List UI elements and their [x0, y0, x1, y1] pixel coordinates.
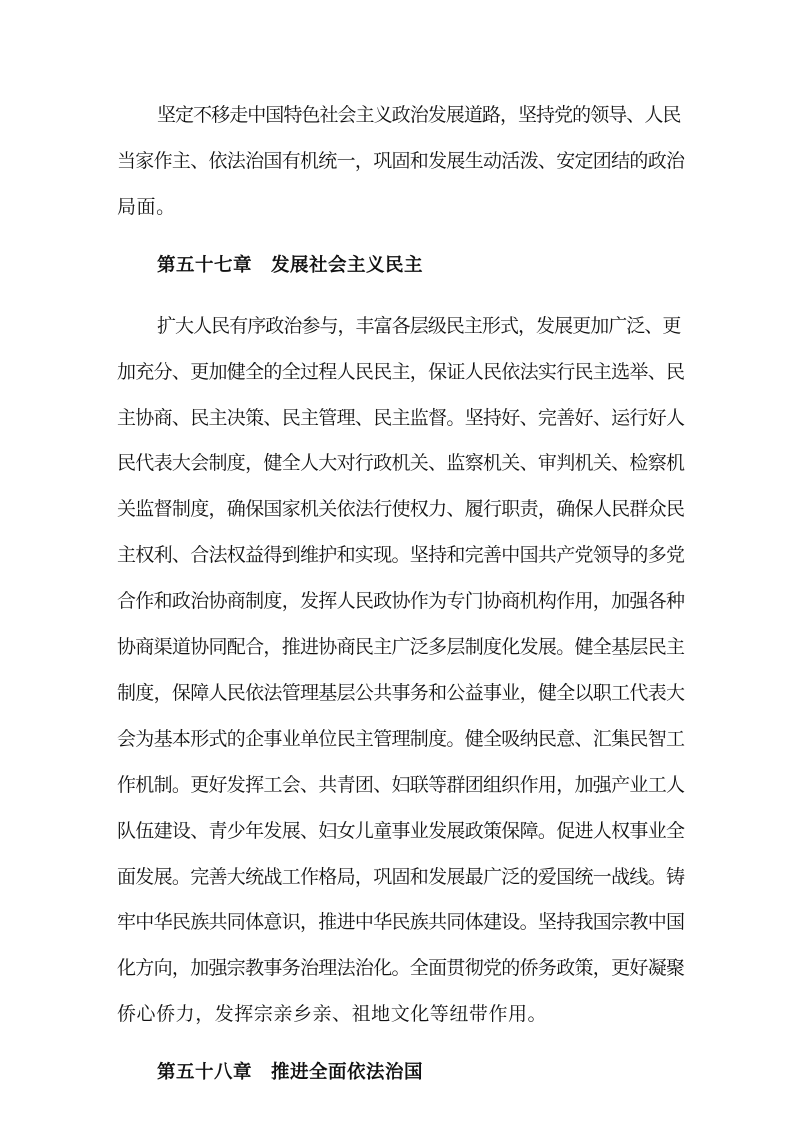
- paragraph-line: 协商渠道协同配合，推进协商民主广泛多层制度化发展。健全基层民主: [117, 636, 685, 658]
- paragraph-line: 扩大人民有序政治参与，丰富各层级民主形式，发展更加广泛、更: [157, 315, 681, 337]
- paragraph-line: 牢中华民族共同体意识，推进中华民族共同体建设。坚持我国宗教中国: [117, 911, 685, 933]
- chapter-heading: 第五十七章 发展社会主义民主: [157, 255, 424, 276]
- paragraph-line: 会为基本形式的企事业单位民主管理制度。健全吸纳民意、汇集民智工: [117, 728, 685, 750]
- paragraph-line: 制度，保障人民依法管理基层公共事务和公益事业，健全以职工代表大: [117, 682, 685, 704]
- paragraph-line: 面发展。完善大统战工作格局，巩固和发展最广泛的爱国统一战线。铸: [117, 866, 685, 888]
- paragraph-line: 合作和政治协商制度，发挥人民政协作为专门协商机构作用，加强各种: [117, 590, 685, 612]
- paragraph-line: 侨心侨力，发挥宗亲乡亲、祖地文化等纽带作用。: [117, 1003, 548, 1025]
- paragraph-line: 局面。: [117, 196, 176, 218]
- paragraph-line: 主协商、民主决策、民主管理、民主监督。坚持好、完善好、运行好人: [117, 407, 685, 429]
- paragraph-line: 当家作主、依法治国有机统一，巩固和发展生动活泼、安定团结的政治: [117, 150, 685, 172]
- paragraph-line: 坚定不移走中国特色社会主义政治发展道路，坚持党的领导、人民: [157, 104, 681, 126]
- paragraph-line: 加充分、更加健全的全过程人民民主，保证人民依法实行民主选举、民: [117, 361, 685, 383]
- paragraph-line: 作机制。更好发挥工会、共青团、妇联等群团组织作用，加强产业工人: [117, 774, 685, 796]
- paragraph-line: 队伍建设、青少年发展、妇女儿童事业发展政策保障。促进人权事业全: [117, 820, 685, 842]
- paragraph-line: 民代表大会制度，健全人大对行政机关、监察机关、审判机关、检察机: [117, 452, 685, 474]
- paragraph-line: 化方向，加强宗教事务治理法治化。全面贯彻党的侨务政策，更好凝聚: [117, 957, 685, 979]
- paragraph-line: 主权利、合法权益得到维护和实现。坚持和完善中国共产党领导的多党: [117, 544, 685, 566]
- chapter-heading: 第五十八章 推进全面依法治国: [157, 1062, 424, 1083]
- paragraph-line: 关监督制度，确保国家机关依法行使权力、履行职责，确保人民群众民: [117, 498, 685, 520]
